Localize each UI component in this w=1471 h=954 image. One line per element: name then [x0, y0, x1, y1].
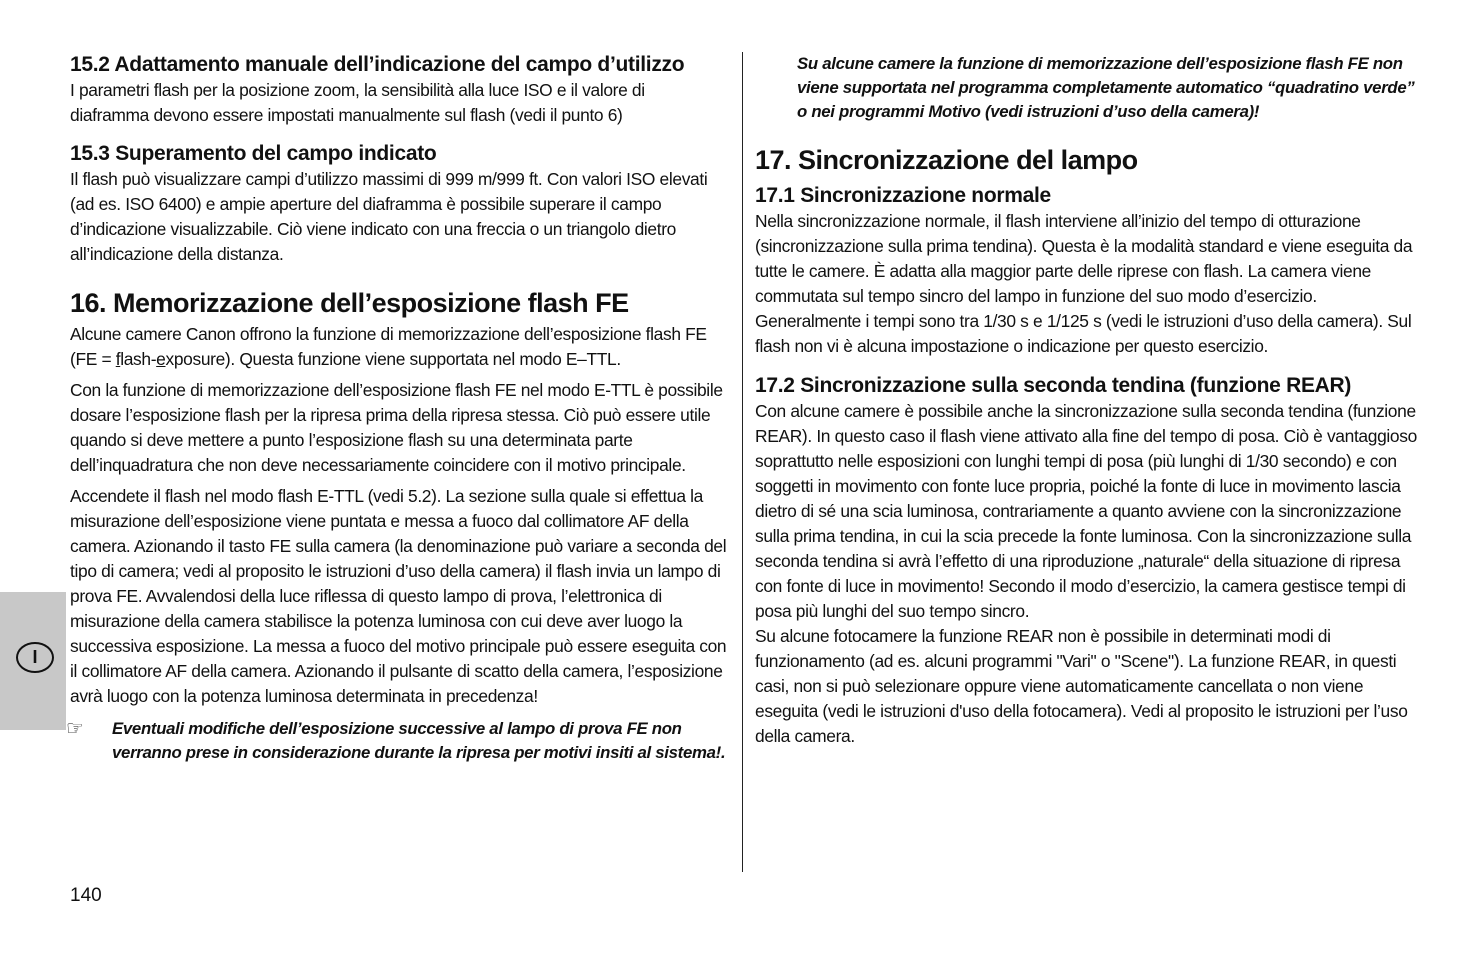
paragraph-16-intro-text-3: xposure). Questa funzione viene supportata nel modo E–TTL. [165, 349, 621, 369]
paragraph-17-2a: Con alcune camere è possibile anche la sincronizzazione sulla seconda tendina (funzione REAR). In questo caso il flash viene attivato alla fine del tempo di posa. Ciò è vantaggioso soprattutto nelle esposizioni con lunghi tempi di posa (più lunghi di 1/30 secondo) e con soggetti in movimento con fonte luce propria, poiché la fonte di luce in movimento lascia dietro di sé una scia luminosa, contrariamente a quanto avviene con la sincronizzazione sulla prima tendina, in cui la scia precede la fonte luminosa. Con la sincronizzazione sulla seconda tendina si avrà l’effetto di una riproduzione „naturale“ della situazione di ripresa con fonte di luce in movimento! Secondo il modo d’esercizio, la camera gestisce tempi di posa più lunghi del suo tempo sincro. [755, 401, 1417, 621]
heading-17: 17. Sincronizzazione del lampo [755, 145, 1138, 175]
page-number: 140 [70, 885, 102, 906]
language-tab-label: I [16, 642, 54, 673]
left-column [66, 52, 728, 765]
right-column [755, 52, 1418, 749]
paragraph-16-intro [70, 322, 728, 372]
heading-17-2: 17.2 Sincronizzazione sulla seconda tendina (funzione REAR) [755, 374, 1352, 397]
heading-15-2: 15.2 Adattamento manuale dell’indicazione del campo d’utilizzo [70, 53, 685, 76]
note-box [66, 717, 728, 765]
paragraph-16-intro-text-2: lash- [120, 349, 157, 369]
paragraph-17-2b: Su alcune fotocamere la funzione REAR non è possibile in determinati modi di funzionamento (ad es. alcuni programmi "Vari" o "Scene"). La funzione REAR, in questi casi, non si può selezionare oppure viene automaticamente cancellata o non viene eseguita (vedi le istruzioni d'uso della fotocamera). Vedi al proposito le istruzioni per l’uso della camera. [755, 626, 1408, 746]
note-top: Su alcune camere la funzione di memorizzazione dell’esposizione flash FE non viene supportata nel programma completamente automatico “quadratino verde” o nei programmi Motivo (vedi istruzioni d’uso della camera)! [797, 54, 1415, 121]
underlined-e: e [156, 349, 166, 369]
paragraph-16-intro-text-1: Alcune camere Canon offrono la funzione di memorizzazione dell’esposizione flash FE (FE = [70, 324, 707, 369]
heading-15-3: 15.3 Superamento del campo indicato [70, 142, 437, 165]
paragraph-17-1: Nella sincronizzazione normale, il flash interviene all’inizio del tempo di otturazione (sincronizzazione sulla prima tendina). Questa è la modalità standard e viene eseguita da tutte le camere. È adatta alla maggior parte delle riprese con flash. La camera viene commutata sul tempo sincro del lampo in funzione del suo modo d’esercizio. Generalmente i tempi sono tra 1/30 s e 1/125 s (vedi le istruzioni d’uso della camera). Sul flash non vi è alcuna impostazione o indicazione per questo esercizio. [755, 211, 1413, 356]
paragraph-16-third: Accendete il flash nel modo flash E-TTL (vedi 5.2). La sezione sulla quale si effettua la misurazione dell’esposizione viene puntata e messa a fuoco dal collimatore AF della camera. Azionando il tasto FE sulla camera (la denominazione può variare a seconda del tipo di camera; vedi al proposito le istruzioni d’uso della camera) il flash invia un lampo di prova FE. Avvalendosi della luce riflessa di questo lampo di prova, l’elettronica di misurazione della camera stabilisce la potenza luminosa con cui deve aver luogo la successiva esposizione. La messa a fuoco del motivo principale può essere eseguita con il collimatore AF della camera. Azionando il pulsante di scatto della camera, l’esposizione avrà luogo con la potenza luminosa determinata in precedenza! [70, 486, 727, 706]
note-text: Eventuali modifiche dell’esposizione successive al lampo di prova FE non verranno prese in considerazione durante la ripresa per motivi insiti al sistema!. [112, 719, 726, 762]
heading-17-1: 17.1 Sincronizzazione normale [755, 184, 1051, 207]
paragraph-15-3: Il flash può visualizzare campi d’utilizzo massimi di 999 m/999 ft. Con valori ISO elevati (ad es. ISO 6400) e ampie aperture del diaframma è possibile superare il campo d’indicazione visualizzabile. Ciò viene indicato con una freccia o un triangolo dietro all’indicazione della distanza. [70, 169, 708, 264]
pointing-hand-icon: ☞ [66, 718, 84, 740]
paragraph-15-2: I parametri flash per la posizione zoom, la sensibilità alla luce ISO e il valore di diaframma devono essere impostati manualmente sul flash (vedi il punto 6) [70, 80, 645, 125]
column-divider [742, 52, 743, 872]
underlined-f: f [115, 349, 121, 369]
paragraph-16-second: Con la funzione di memorizzazione dell’esposizione flash FE nel modo E-TTL è possibile dosare l’esposizione flash per la ripresa prima della ripresa stessa. Ciò può essere utile quando si deve mettere a punto l’esposizione flash su una determinata parte dell’inquadratura che non deve necessariamente coincidere con il motivo principale. [70, 380, 723, 475]
heading-16: 16. Memorizzazione dell’esposizione flash FE [70, 288, 629, 318]
language-tab [0, 592, 66, 730]
